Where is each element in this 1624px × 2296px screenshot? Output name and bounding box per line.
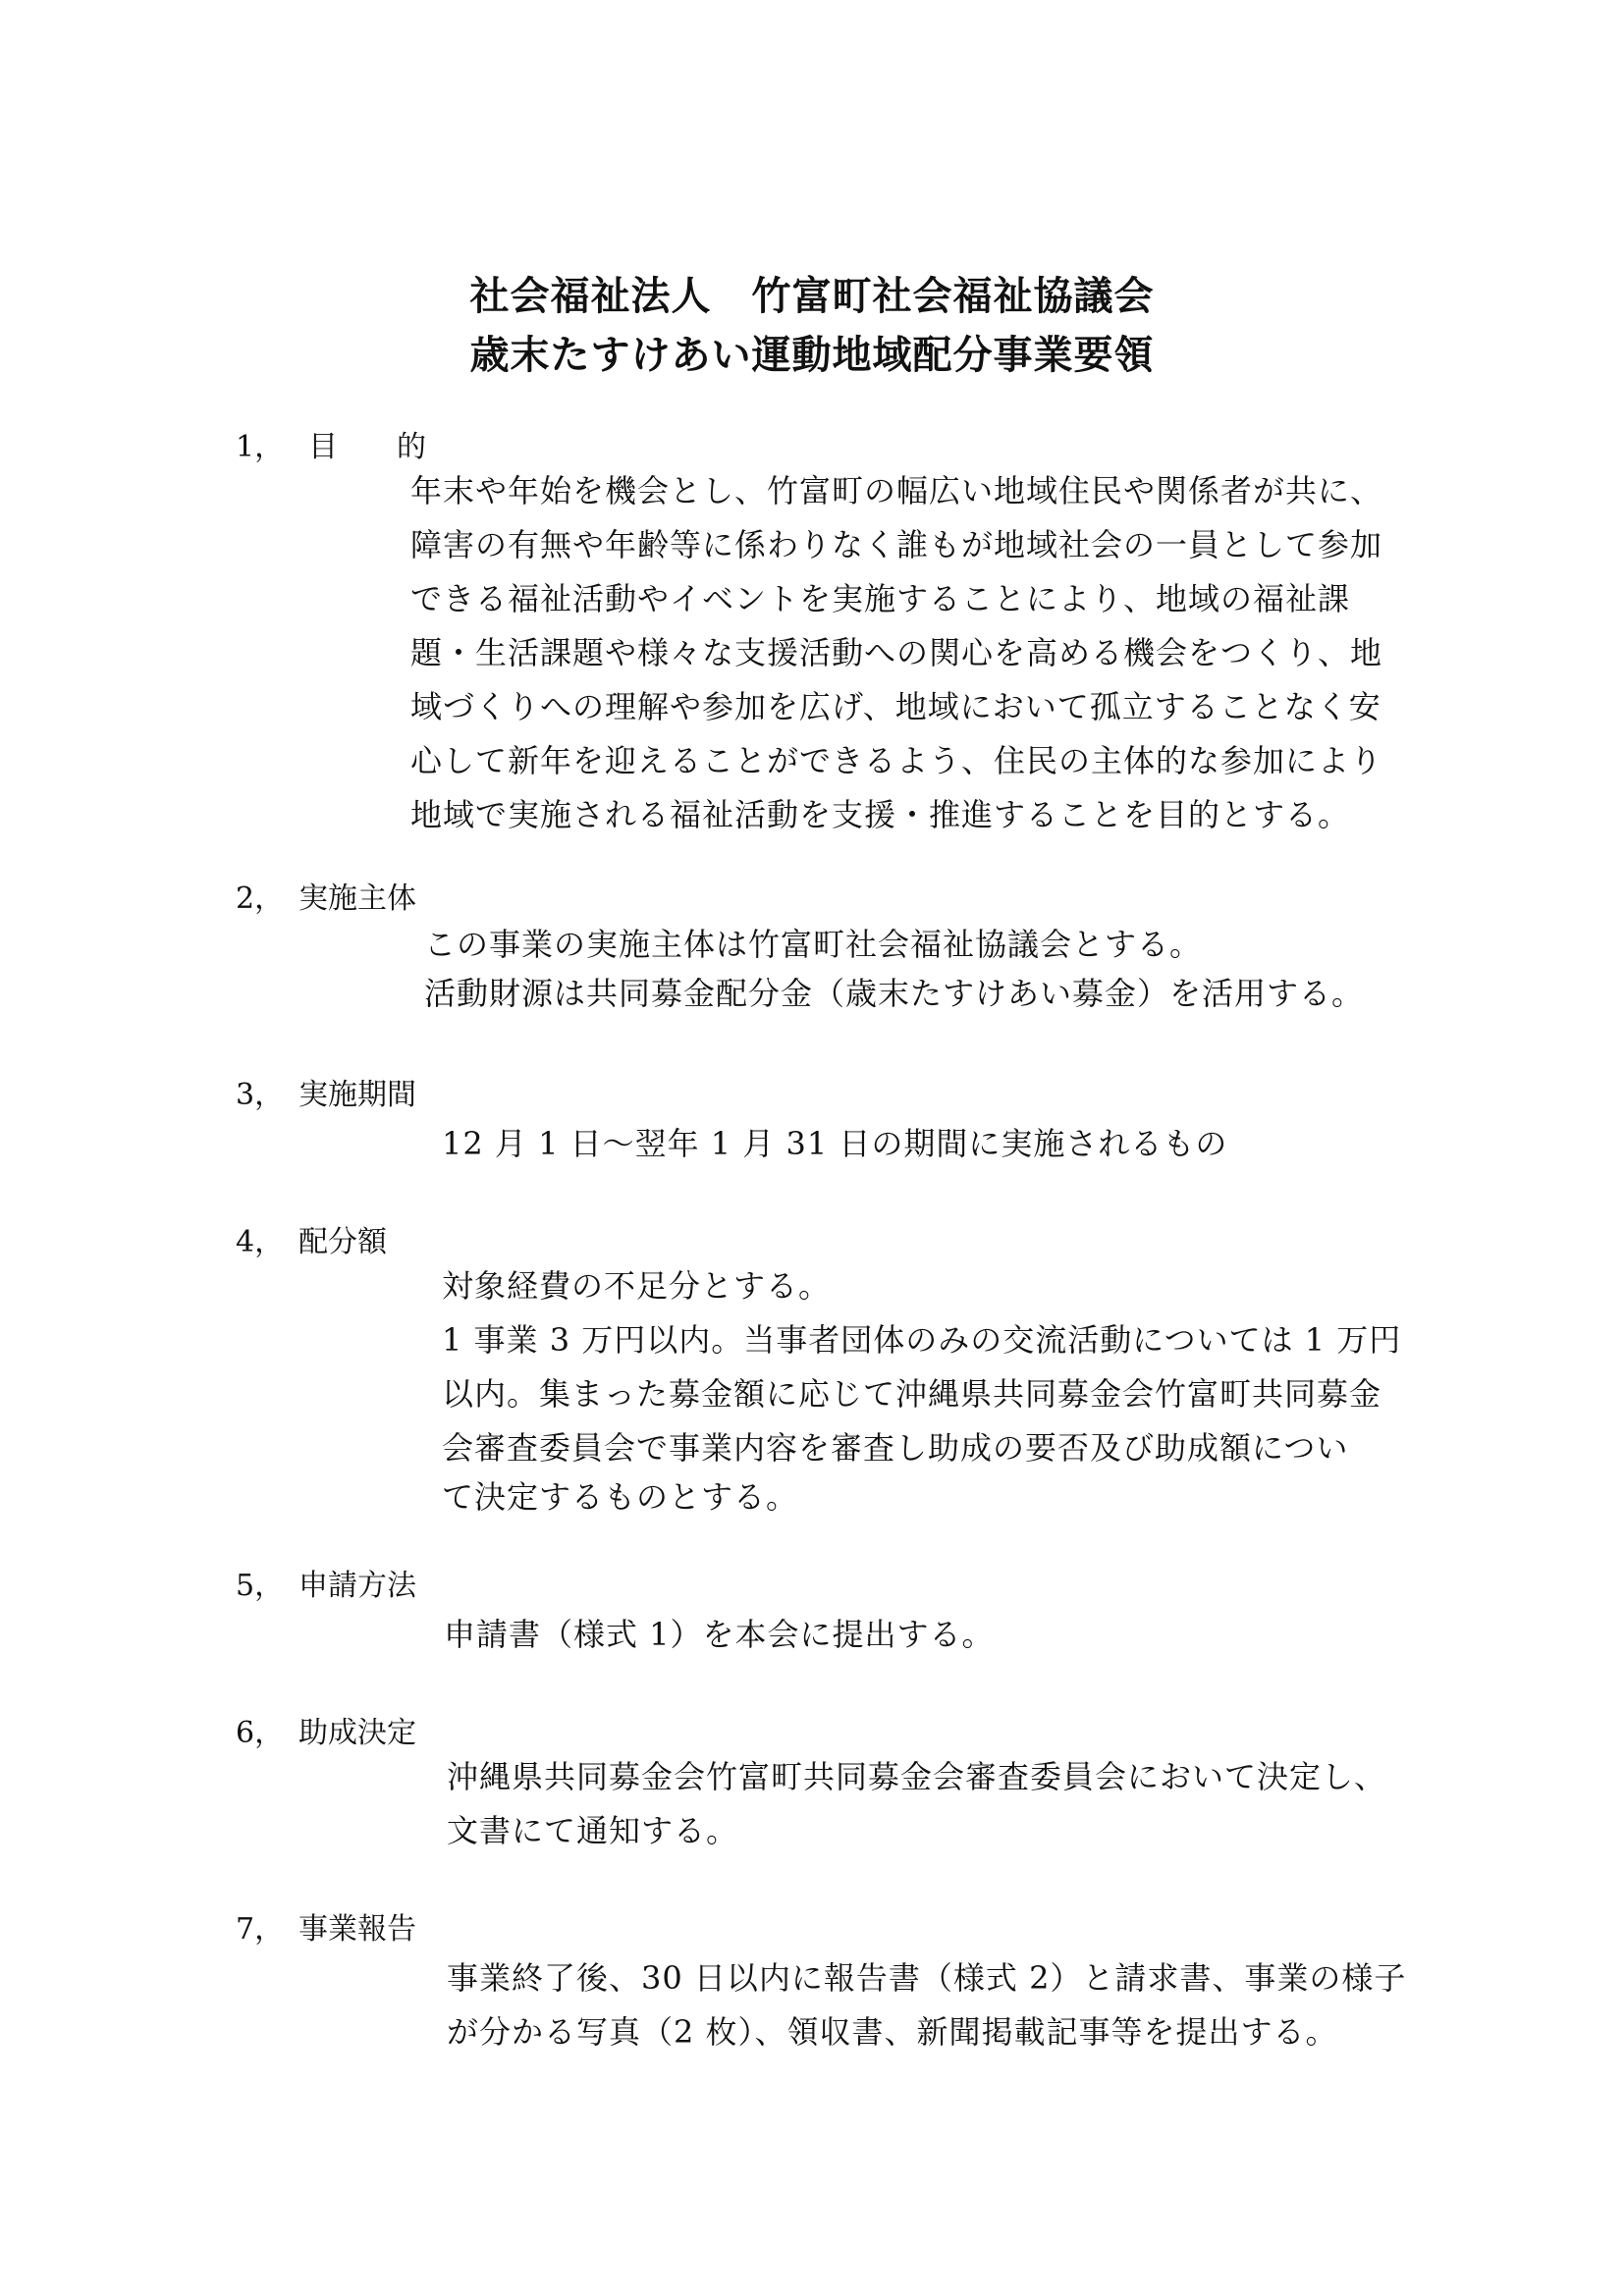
section-title: 実施期間 <box>298 1078 416 1112</box>
section-1-line: 題・生活課題や様々な支援活動への関心を高める機会をつくり、地 <box>410 634 1383 671</box>
section-4-line: 対象経費の不足分とする。 <box>442 1267 832 1305</box>
section-2-line: 活動財源は共同募金配分金（歳末たすけあい募金）を活用する。 <box>424 975 1365 1012</box>
section-title: 助成決定 <box>298 1716 416 1750</box>
section-4-line: て決定するものとする。 <box>442 1478 799 1516</box>
section-number: 2， <box>236 881 285 916</box>
section-5-heading <box>236 1561 416 1604</box>
document-title-main: 歳末たすけあい運動地域配分事業要領 <box>469 333 1155 378</box>
section-3-heading <box>236 1070 416 1113</box>
section-4-heading <box>236 1217 387 1260</box>
document-title-organization: 社会福祉法人 竹富町社会福祉協議会 <box>469 274 1155 319</box>
section-number: 3， <box>236 1078 285 1112</box>
section-7-line: 事業終了後、30 日以内に報告書（様式 2）と請求書、事業の様子 <box>447 1959 1407 1997</box>
section-1-line: 年末や年始を機会とし、竹富町の幅広い地域住民や関係者が共に、 <box>410 472 1383 509</box>
section-4-line: 1 事業 3 万円以内。当事者団体のみの交流活動については 1 万円 <box>442 1321 1402 1359</box>
section-2-heading <box>236 874 416 917</box>
section-5-line: 申請書（様式 1）を本会に提出する。 <box>444 1616 995 1653</box>
section-title: 事業報告 <box>298 1912 416 1947</box>
section-number: 6， <box>236 1716 285 1750</box>
section-4-line: 会審査委員会で事業内容を審査し助成の要否及び助成額につい <box>442 1429 1349 1467</box>
section-title: 目 的 <box>308 430 426 464</box>
section-number: 7， <box>236 1912 285 1947</box>
section-1-line: 域づくりへの理解や参加を広げ、地域において孤立することなく安 <box>410 688 1381 725</box>
section-number: 1， <box>236 430 285 464</box>
section-1-line: 心して新年を迎えることができるよう、住民の主体的な参加により <box>410 742 1383 779</box>
section-title: 実施主体 <box>298 881 416 916</box>
section-7-line: が分かる写真（2 枚）、領収書、新聞掲載記事等を提出する。 <box>447 2013 1338 2051</box>
section-6-line: 沖縄県共同募金会竹富町共同募金会審査委員会において決定し、 <box>447 1758 1387 1795</box>
section-number: 5， <box>236 1569 285 1603</box>
section-6-line: 文書にて通知する。 <box>447 1812 739 1849</box>
section-1-line: できる福祉活動やイベントを実施することにより、地域の福祉課 <box>410 580 1351 617</box>
section-3-line: 12 月 1 日～翌年 1 月 31 日の期間に実施されるもの <box>442 1125 1228 1162</box>
section-1-line: 障害の有無や年齢等に係わりなく誰もが地域社会の一員として参加 <box>410 526 1383 563</box>
section-title: 配分額 <box>298 1225 387 1259</box>
section-title: 申請方法 <box>298 1569 416 1603</box>
section-7-heading <box>236 1904 416 1948</box>
section-6-heading <box>236 1708 416 1751</box>
section-1-line: 地域で実施される福祉活動を支援・推進することを目的とする。 <box>410 796 1351 833</box>
section-4-line: 以内。集まった募金額に応じて沖縄県共同募金会竹富町共同募金 <box>442 1375 1382 1413</box>
section-number: 4， <box>236 1225 285 1259</box>
section-2-line: この事業の実施主体は竹富町社会福祉協議会とする。 <box>424 926 1203 963</box>
section-1-heading <box>236 422 426 465</box>
